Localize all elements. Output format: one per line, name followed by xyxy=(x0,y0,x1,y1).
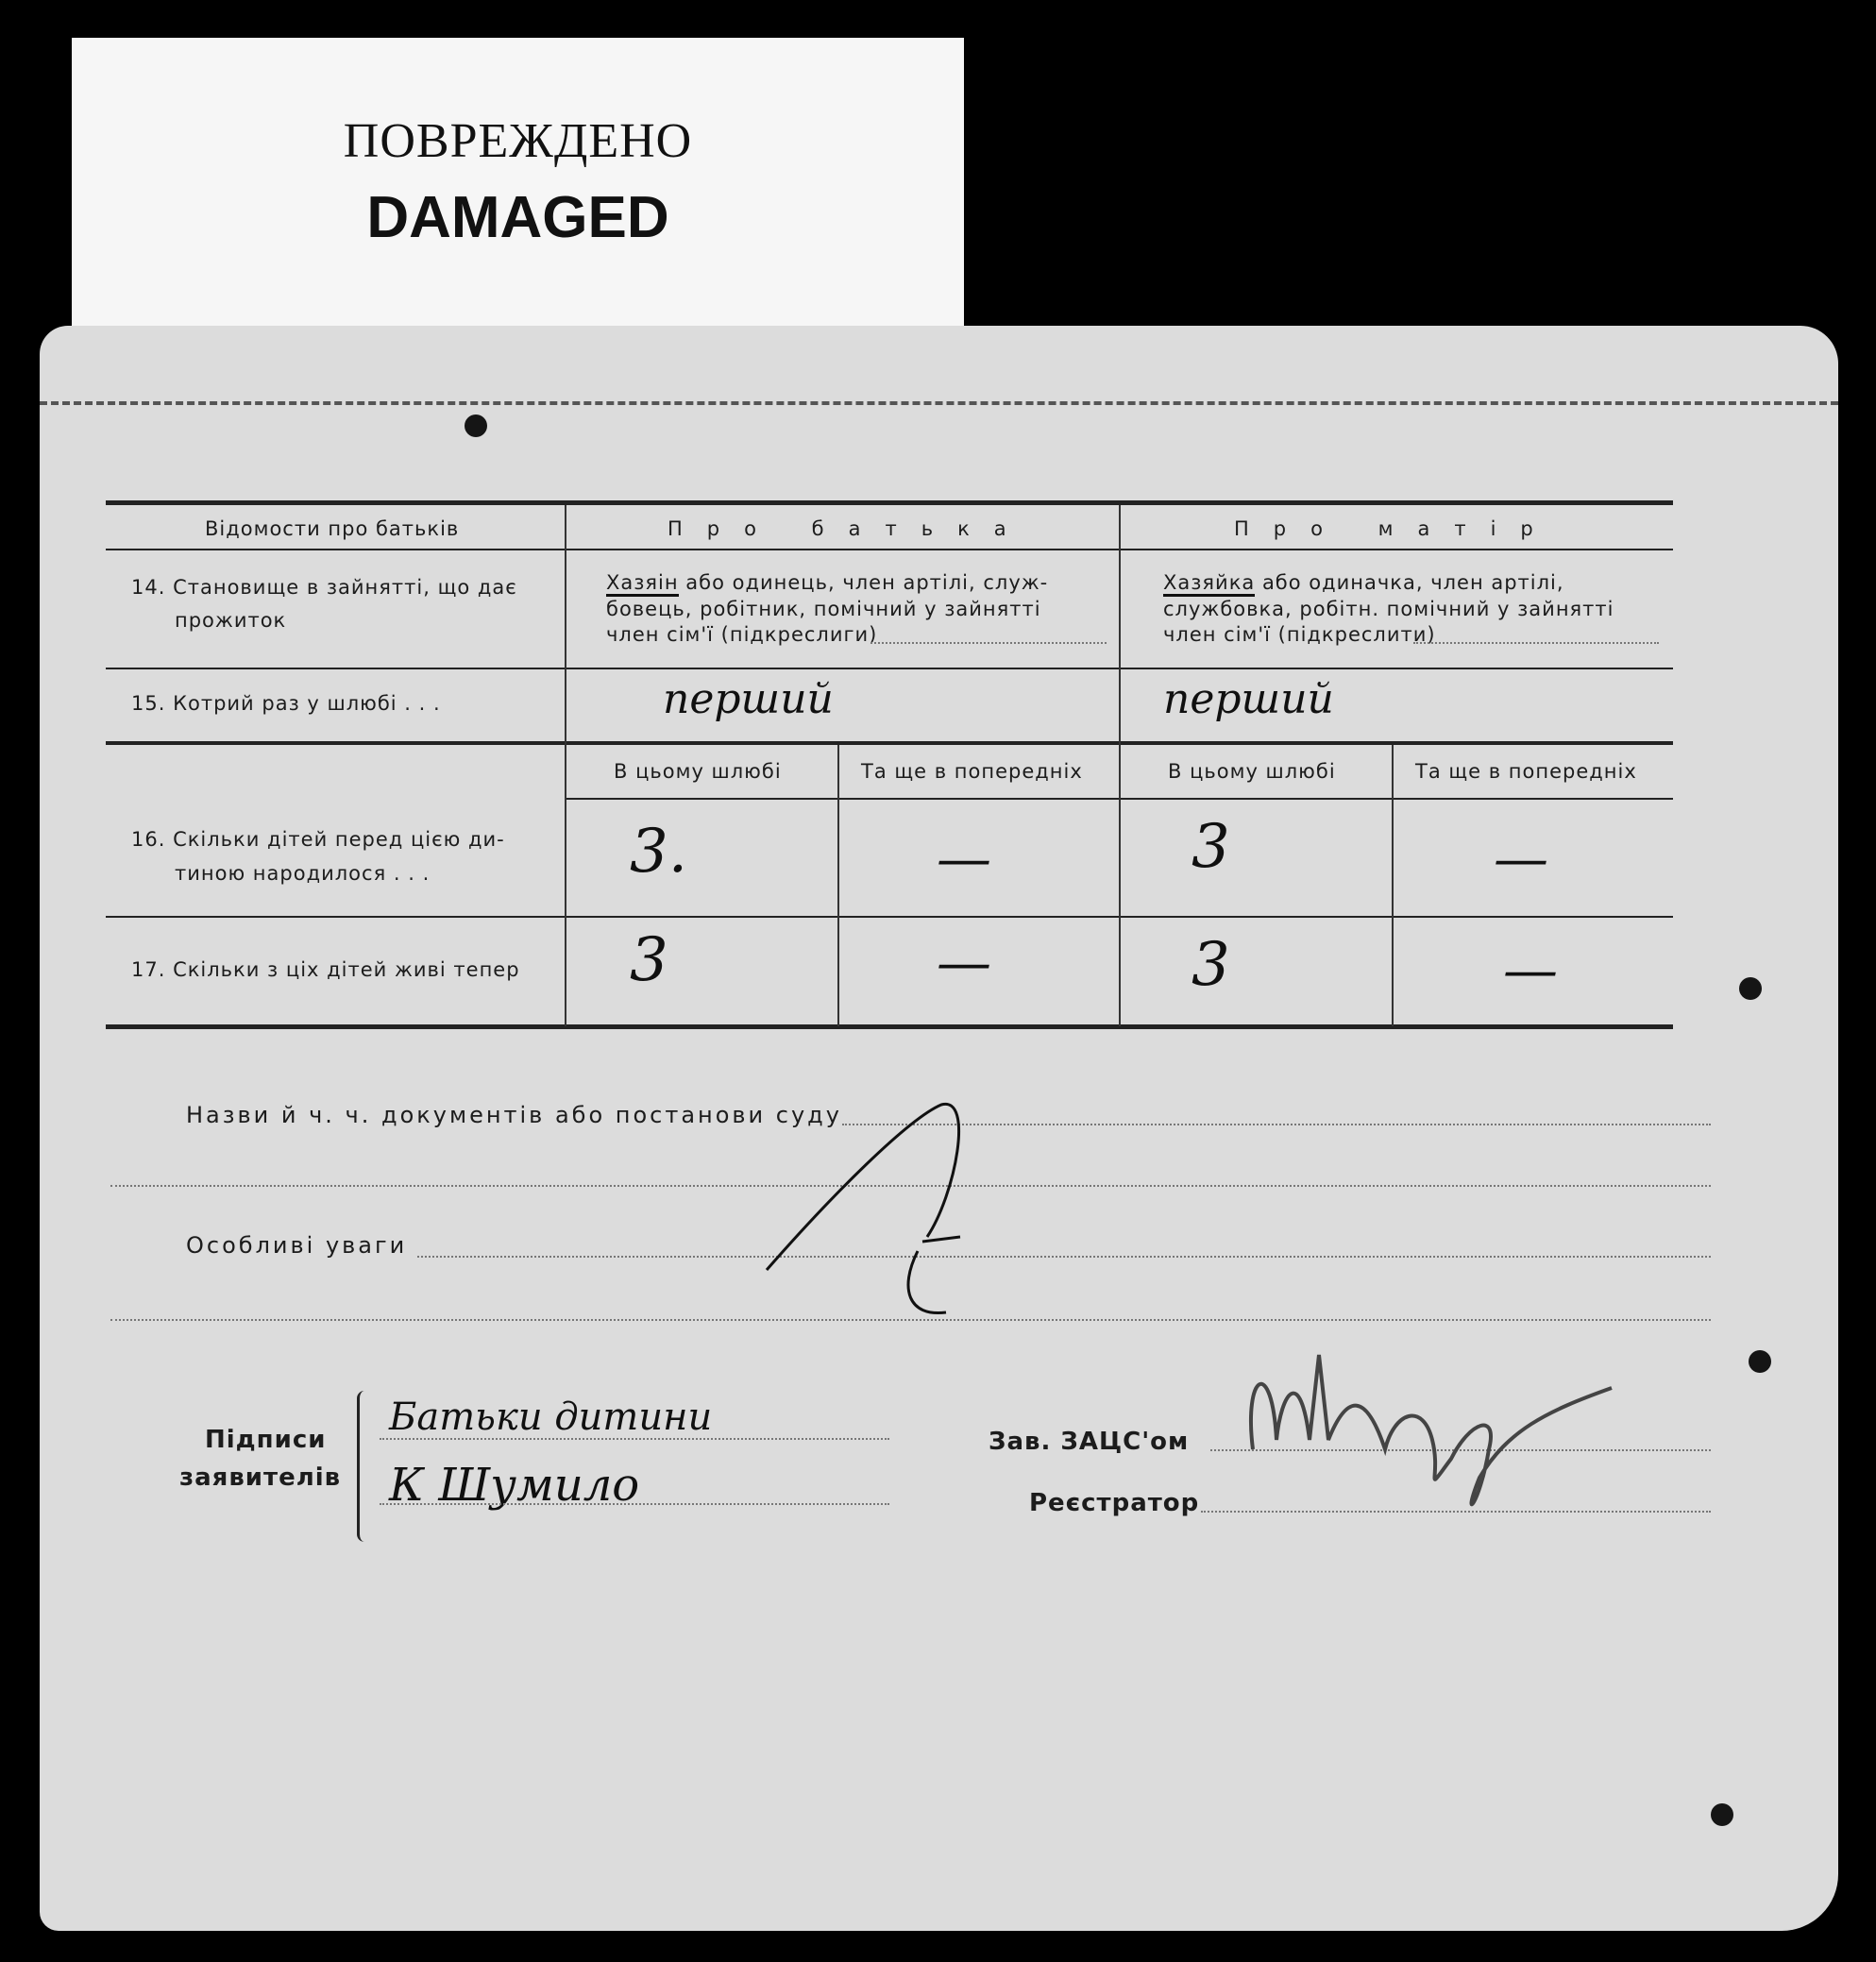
row14-mother-line1: Хазяйка або одиначка, член артілі, xyxy=(1163,571,1564,594)
mother-selected-option: Хазяйка xyxy=(1163,571,1255,597)
registrar-signature-line xyxy=(1201,1511,1711,1513)
cross-out-stroke xyxy=(757,1081,1003,1327)
row14-mother-line2: службовка, робітн. помічний у зайнятті xyxy=(1163,598,1614,620)
head-of-registry-label: Зав. ЗАЦС'ом xyxy=(989,1428,1190,1456)
row15-mother-value: перший xyxy=(1163,675,1334,723)
binding-hole xyxy=(1739,977,1762,1000)
col-divider xyxy=(1119,505,1121,1026)
row14-father-line3: член сім'ї (підкреслиги) xyxy=(606,623,878,646)
row14-father-line2: бовець, робітник, помічний у зайнятті xyxy=(606,598,1041,620)
row16-mother-this: 3 xyxy=(1192,812,1230,882)
signatures-label: Підписи xyxy=(205,1426,327,1454)
father-selected-option: Хазяін xyxy=(606,571,679,597)
row17-father-this: 3 xyxy=(630,925,668,995)
applicant-signature-1: Батьки дитини xyxy=(389,1395,713,1439)
subheader-mother-this: В цьому шлюбі xyxy=(1168,760,1336,783)
subheader-mother-prev: Та ще в попередніх xyxy=(1415,760,1637,783)
notes-label: Особливі уваги xyxy=(186,1232,408,1259)
header-mother: Про матір xyxy=(1234,517,1558,540)
signatures-label-cont: заявителів xyxy=(179,1463,342,1492)
row15-label: 15. Котрий раз у шлюбі . . . xyxy=(131,692,441,715)
header-parents-info: Відомости про батьків xyxy=(205,517,460,540)
signature-line xyxy=(380,1503,889,1505)
row14-rule xyxy=(106,668,1673,669)
row17-father-prev: — xyxy=(937,930,991,994)
damaged-label-en: DAMAGED xyxy=(366,185,669,250)
fill-line xyxy=(1413,642,1659,644)
fill-line xyxy=(870,642,1107,644)
subheader-father-this: В цьому шлюбі xyxy=(614,760,782,783)
signatures-brace xyxy=(357,1391,373,1542)
row16-label-cont: тиною народилося . . . xyxy=(175,862,431,885)
row14-mother-line3: член сім'ї (підкреслити) xyxy=(1163,623,1436,646)
subheader-father-prev: Та ще в попередніх xyxy=(861,760,1083,783)
binding-hole xyxy=(465,414,487,437)
binding-hole xyxy=(1711,1803,1733,1826)
perforation-line xyxy=(40,401,1838,405)
notes-fill-line xyxy=(417,1256,1711,1258)
row17-label: 17. Скільки з ціх дітей живі тепер xyxy=(131,958,520,981)
row16-father-prev: — xyxy=(937,826,991,890)
col-divider xyxy=(1392,745,1394,1026)
row16-mother-prev: — xyxy=(1494,826,1548,890)
row14-father-line1: Хазяін або одинець, член артілі, служ- xyxy=(606,571,1048,594)
row17-mother-this: 3 xyxy=(1192,930,1230,1000)
registry-form-sheet xyxy=(40,326,1838,1931)
col-divider xyxy=(837,745,839,1026)
table-bottom-rule xyxy=(106,1024,1673,1029)
row16-label: 16. Скільки дітей перед цією ди- xyxy=(131,828,505,851)
applicant-signature-2: К Шумило xyxy=(389,1459,640,1512)
row17-mother-prev: — xyxy=(1503,938,1558,1002)
row16-father-this: 3. xyxy=(630,817,688,887)
row15-rule xyxy=(106,741,1673,745)
header-father: Про батька xyxy=(668,517,1031,540)
head-signature xyxy=(1234,1336,1631,1534)
documents-label: Назви й ч. ч. документів або постанови суду xyxy=(186,1102,842,1128)
col-divider xyxy=(565,505,566,1026)
row14-label-cont: прожиток xyxy=(175,609,287,632)
registrar-label: Реєстратор xyxy=(1029,1489,1200,1517)
header-rule xyxy=(106,549,1673,550)
table-top-rule xyxy=(106,500,1673,505)
row15-father-value: перший xyxy=(663,675,834,723)
damaged-label-ru: ПОВРЕЖДЕНО xyxy=(343,114,693,168)
damaged-stamp-card xyxy=(72,38,964,340)
row14-label: 14. Становище в зайнятті, що дає xyxy=(131,576,517,599)
row16-rule xyxy=(106,916,1673,918)
signature-line xyxy=(380,1438,889,1440)
binding-hole xyxy=(1749,1350,1771,1373)
